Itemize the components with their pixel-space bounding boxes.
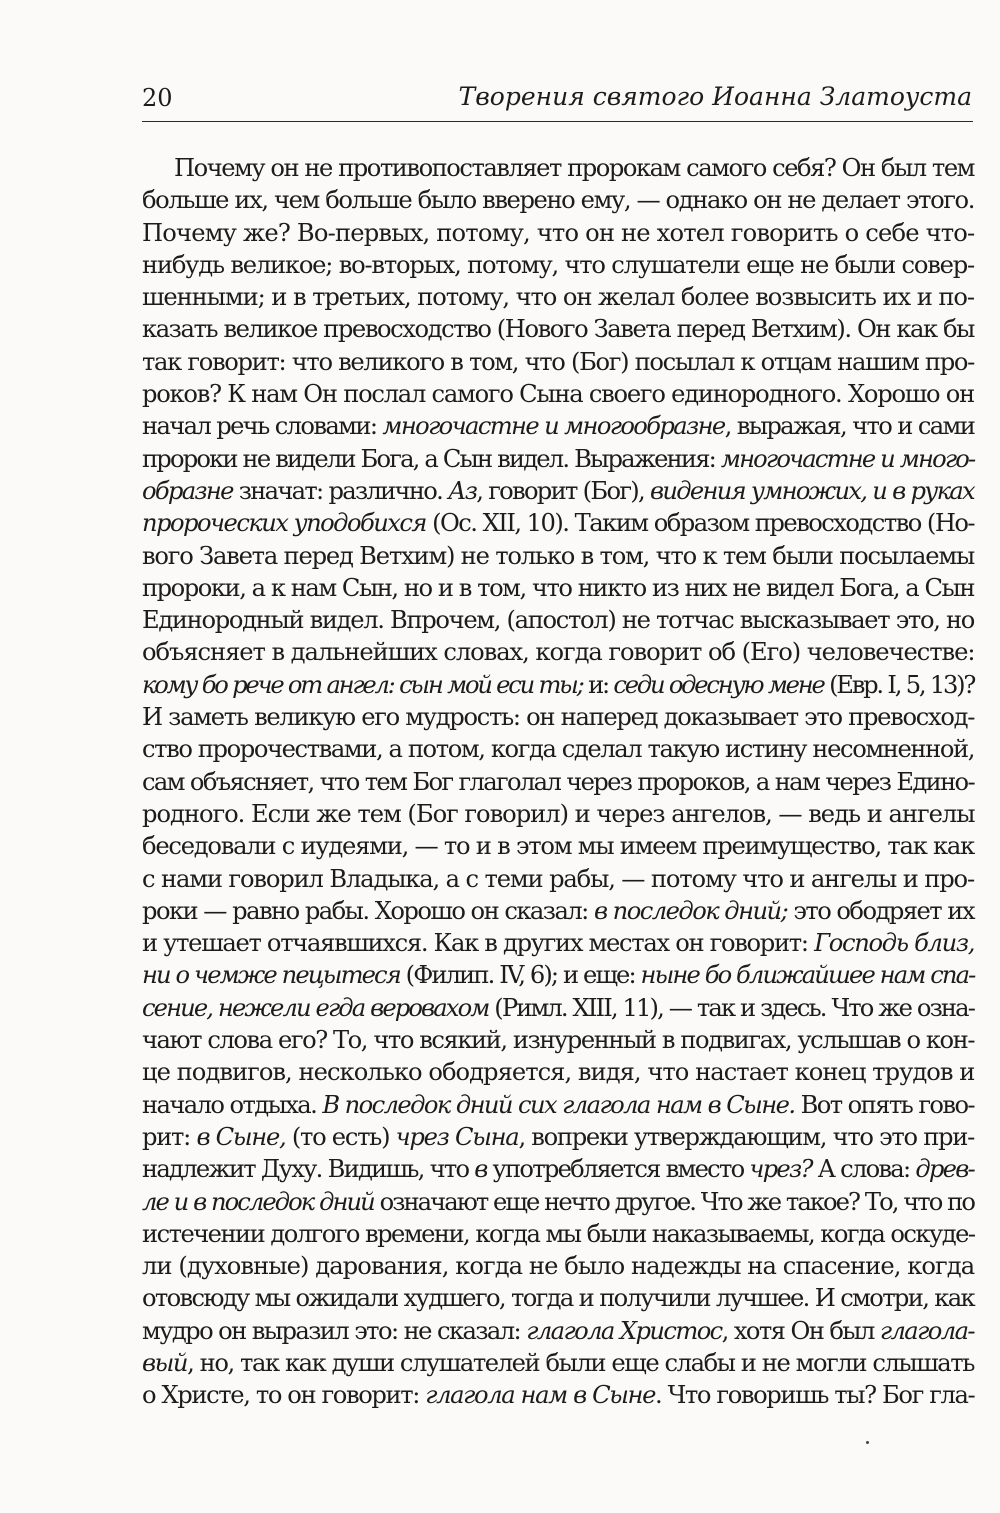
text-line [142, 895, 974, 927]
text-line [142, 604, 974, 636]
italic-quote: в [474, 1155, 487, 1184]
text-line [142, 798, 974, 830]
italic-quote: чрез Сына [395, 1122, 519, 1151]
italic-quote: древ- [915, 1155, 974, 1184]
text-segment: Почему же? Во-первых, потому, что он не хотел говорить о себе что- [142, 218, 975, 247]
text-segment: роков? К нам Он послал самого Сына своего единородного. Хорошо он [142, 380, 974, 409]
text-line [142, 1282, 974, 1314]
text-segment: Вот опять гово- [794, 1090, 975, 1119]
text-line [142, 1121, 974, 1153]
text-segment: це подвигов, несколько ободряется, видя, что настает конец трудов и [142, 1058, 975, 1087]
text-line [142, 766, 974, 798]
text-segment: истечении долгого времени, когда мы были наказываемы, когда оскуде- [142, 1219, 975, 1248]
text-segment: беседовали с иудеями, — то и в этом мы имеем преимущество, так как [142, 832, 974, 861]
text-segment: (Римл. XIII, 11), — так и здесь. Что же озна- [488, 993, 975, 1022]
text-line [142, 992, 974, 1024]
text-line [142, 669, 974, 701]
text-line [142, 152, 974, 184]
text-line [142, 572, 974, 604]
text-segment: . Что говоришь ты? Бог гла- [655, 1381, 975, 1410]
text-segment: , говорит (Бог), [476, 476, 651, 505]
italic-quote: глагола- [879, 1316, 974, 1345]
italic-quote: ле и в последок дний [142, 1187, 374, 1216]
text-segment: нибудь великое; во-вторых, потому, что слушатели еще не были совер- [142, 250, 974, 279]
italic-quote: глагола Христос [526, 1316, 722, 1345]
text-segment: (Филип. IV, 6); и еще: [399, 961, 641, 990]
text-segment: (то есть) [285, 1122, 396, 1151]
text-segment: (Ос. XII, 10). Таким образом превосходство (Но- [425, 509, 975, 538]
text-line [142, 1186, 974, 1218]
text-segment: родного. Если же тем (Бог говорил) и через ангелов, — ведь и ангелы [142, 799, 975, 828]
text-segment: казать великое превосходство (Нового Завета перед Ветхим). Он как бы [142, 315, 974, 344]
text-segment: мудро он выразил это: не сказал: [142, 1316, 527, 1345]
text-segment: Единородный видел. Впрочем, (апостол) не тотчас высказывает это, но [142, 606, 974, 635]
text-line [142, 733, 974, 765]
italic-quote: сение, нежели егда веровахом [142, 993, 489, 1022]
text-segment: вого Завета перед Ветхим) не только в том, что к тем были посылаемы [142, 541, 974, 570]
italic-quote: Господь близ, [814, 929, 975, 958]
italic-quote: многочастне и многообразне [382, 412, 725, 441]
text-line [142, 346, 974, 378]
italic-quote: пророческих уподобихся [142, 509, 426, 538]
page-header [142, 82, 972, 122]
text-segment: , хотя Он был [721, 1316, 880, 1345]
text-line [142, 378, 974, 410]
text-segment: надлежит Духу. Видишь, что [142, 1155, 475, 1184]
print-speck [866, 1441, 869, 1444]
text-segment: больше их, чем больше было вверено ему, — однако он не делает этого. [142, 186, 974, 215]
text-segment: употребляется вместо [486, 1155, 750, 1184]
italic-quote: в последок дний; [593, 896, 788, 925]
body-text [142, 152, 974, 1412]
italic-quote: седи одесную мене [613, 670, 824, 699]
text-line [142, 443, 974, 475]
italic-quote: ни о чемже пецытеся [142, 961, 400, 990]
text-segment: роки — равно рабы. Хорошо он сказал: [142, 896, 594, 925]
italic-quote: Аз [448, 476, 477, 505]
text-line [142, 1024, 974, 1056]
italic-quote: чрез? [749, 1155, 812, 1184]
text-line [142, 636, 974, 668]
text-line [142, 1089, 974, 1121]
text-segment: (Евр. I, 5, 13)? [823, 670, 975, 699]
text-segment: шенными; и в третьих, потому, что он желал более возвысить их и по- [142, 283, 974, 312]
italic-quote: ныне бо ближайшее нам спа- [640, 961, 975, 990]
text-segment: пророки, а к нам Сын, но и в том, что никто из них не видел Бога, а Сын [142, 573, 974, 602]
italic-quote: в Сыне, [196, 1122, 286, 1151]
text-line [142, 1250, 974, 1282]
text-line [142, 410, 974, 442]
text-line [142, 1218, 974, 1250]
italic-quote: глагола нам в Сыне [425, 1381, 656, 1410]
text-segment: рит: [142, 1122, 197, 1151]
text-line [142, 281, 974, 313]
italic-quote: вый [142, 1348, 188, 1377]
italic-quote: образне [142, 476, 233, 505]
text-line [142, 927, 974, 959]
running-title: Творения святого Иоанна Златоуста [458, 82, 972, 111]
text-line [142, 313, 974, 345]
italic-quote: кому бо рече от ангел: сын мой еси ты; [142, 670, 583, 699]
text-line [142, 540, 974, 572]
italic-quote: В последок дний сих глагола нам в Сыне. [322, 1090, 795, 1119]
text-line [142, 507, 974, 539]
text-segment: сам объясняет, что тем Бог глаголал через пророков, а нам через Едино- [142, 767, 974, 796]
text-segment: начало отдыха. [142, 1090, 323, 1119]
text-line [142, 863, 974, 895]
text-line [142, 184, 974, 216]
text-segment: так говорит: что великого в том, что (Бог) посылал к отцам нашим про- [142, 347, 974, 376]
text-segment: это ободряет их [787, 896, 974, 925]
text-segment: означают еще нечто другое. Что же такое? То, что по [373, 1187, 974, 1216]
text-segment: и утешает отчаявшихся. Как в других местах он говорит: [142, 929, 815, 958]
text-line [142, 475, 974, 507]
text-segment: начал речь словами: [142, 412, 383, 441]
text-segment: с нами говорил Владыка, а с теми рабы, — потому что и ангелы и про- [142, 864, 974, 893]
text-line [142, 1153, 974, 1185]
text-segment: ли (духовные) дарования, когда не было надежды на спасение, когда [142, 1252, 975, 1281]
header-rule [142, 121, 973, 122]
text-segment: о Христе, то он говорит: [142, 1381, 426, 1410]
text-segment: чают слова его? То, что всякий, изнуренный в подвигах, услышав о кон- [142, 1026, 975, 1055]
page-number: 20 [142, 84, 173, 112]
text-segment: , выражая, что и сами [724, 412, 975, 441]
text-line [142, 830, 974, 862]
text-line [142, 701, 974, 733]
text-segment: значат: различно. [232, 476, 449, 505]
text-segment: пророки не видели Бога, а Сын видел. Выражения: [142, 444, 721, 473]
text-segment: Почему он не противопоставляет пророкам самого себя? Он был тем [174, 154, 974, 182]
text-segment: объясняет в дальнейших словах, когда говорит об (Его) человечестве: [142, 638, 975, 667]
text-line [142, 959, 974, 991]
text-line [142, 1347, 974, 1379]
text-segment: А слова: [811, 1155, 916, 1184]
text-segment: , вопреки утверждающим, что это при- [518, 1122, 974, 1151]
text-segment: , но, так как души слушателей были еще слабы и не могли слышать [187, 1348, 974, 1377]
text-segment: и: [582, 670, 614, 699]
text-segment: И заметь великую его мудрость: он наперед доказывает это превосход- [142, 703, 975, 732]
italic-quote: видения умножих, и в руках [650, 476, 974, 505]
text-line [142, 249, 974, 281]
text-segment: отовсюду мы ожидали худшего, тогда и получили лучшее. И смотри, как [142, 1284, 974, 1313]
text-segment: ство пророчествами, а потом, когда сделал такую истину несомненной, [142, 735, 974, 764]
text-line [142, 1315, 974, 1347]
text-line [142, 1379, 974, 1411]
italic-quote: многочастне и много- [720, 444, 975, 473]
text-line [142, 1056, 974, 1088]
text-line [142, 217, 974, 249]
